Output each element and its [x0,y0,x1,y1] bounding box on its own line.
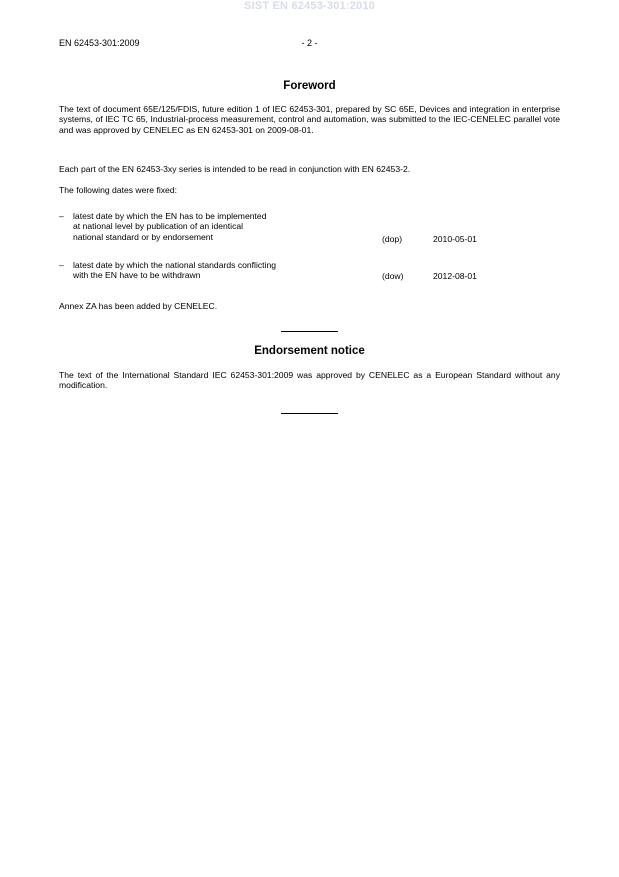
list-dash: – [59,211,64,221]
section-divider [281,413,338,414]
date-item-line: national standard or by endorsement [73,231,213,242]
date-item-dop [59,211,560,243]
endorsement-title: Endorsement notice [254,345,365,357]
date-value: 2010-05-01 [433,234,477,244]
date-abbreviation: (dow) [382,271,404,281]
section-divider [281,331,338,332]
date-item-line: latest date by which the EN has to be implemented [73,211,267,221]
watermark: SIST EN 62453-301:2010 [244,0,375,12]
foreword-paragraph-1: The text of document 65E/125/FDIS, future edition 1 of IEC 62453-301, prepared by SC 65E, Devices and integration in enterprise systems, of IEC TC 65, Industrial-process measurement, control and automation, was submitted to the IEC-CENELEC parallel vote and was approved by CENELEC as EN 62453-301 on 2009-08-01. [59,104,560,135]
endorsement-paragraph: The text of the International Standard IEC 62453-301:2009 was approved by CENELEC as a European Standard without any modification. [59,370,560,391]
foreword-title: Foreword [283,80,336,92]
date-abbreviation: (dop) [382,234,403,244]
foreword-paragraph-3: The following dates were fixed: [59,185,177,195]
foreword-paragraph-4: Annex ZA has been added by CENELEC. [59,301,218,311]
date-item-dow [59,260,560,282]
date-item-line: with the EN have to be withdrawn [73,270,201,281]
page-number: - 2 - [301,38,318,48]
date-item-text [73,260,363,281]
foreword-paragraph-2: Each part of the EN 62453-3xy series is intended to be read in conjunction with EN 62453-2. [59,164,411,174]
date-item-line: latest date by which the national standards conflicting [73,260,277,270]
document-number: EN 62453-301:2009 [59,38,140,48]
date-item-line: at national level by publication of an identical [73,221,244,232]
date-value: 2012-08-01 [433,271,477,281]
date-item-text [73,211,363,242]
list-dash: – [59,260,64,270]
